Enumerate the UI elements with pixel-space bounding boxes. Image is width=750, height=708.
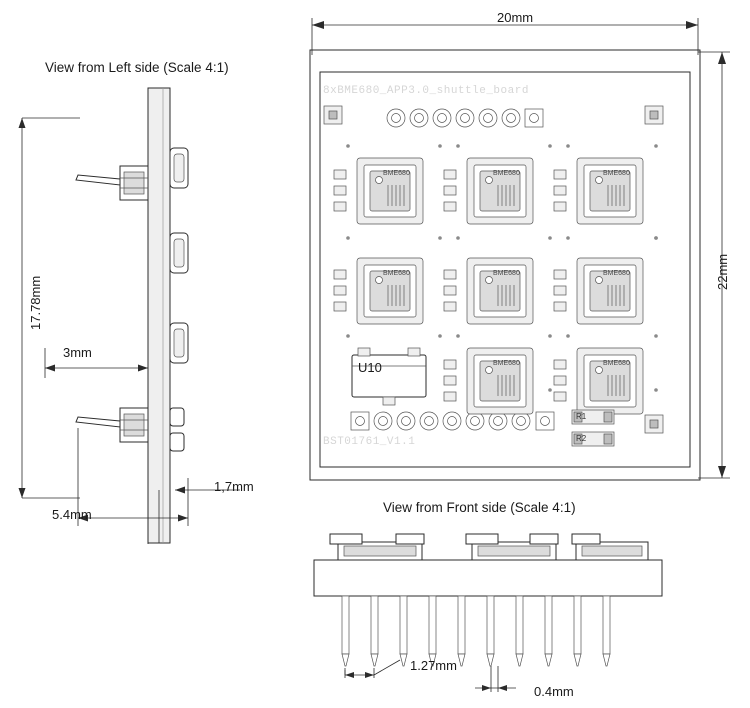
front-pin-width-dim: 0.4mm [534,684,574,699]
transistor-label: U10 [358,360,382,375]
top-height-dim: 22mm [715,253,730,290]
resistor-2-label: R2 [576,434,587,443]
sensor-label-8: BME680 [603,360,630,367]
front-pitch-dim: 1.27mm [410,658,457,673]
left-depth-dim: 5.4mm [52,507,92,522]
top-view-drawing [300,10,740,500]
left-height-dim: 17.78mm [28,275,43,330]
top-width-dim: 20mm [497,10,534,25]
silk-bottom-label: BST01761_V1.1 [323,436,416,448]
sensor-label-3: BME680 [603,170,630,177]
front-view-title: View from Front side (Scale 4:1) [383,500,576,515]
sensor-label-2: BME680 [493,170,520,177]
left-thickness-dim: 1,7mm [214,479,254,494]
front-view-drawing [300,520,740,705]
left-view-title: View from Left side (Scale 4:1) [45,60,229,75]
resistor-1-label: R1 [576,412,587,421]
left-view-drawing [0,78,300,528]
sensor-label-5: BME680 [493,270,520,277]
silk-top-label: 8xBME680_APP3.0_shuttle_board [323,85,529,97]
left-pin-offset-dim: 3mm [63,345,92,360]
sensor-label-6: BME680 [603,270,630,277]
sensor-label-7: BME680 [493,360,520,367]
sensor-label-1: BME680 [383,170,410,177]
sensor-label-4: BME680 [383,270,410,277]
